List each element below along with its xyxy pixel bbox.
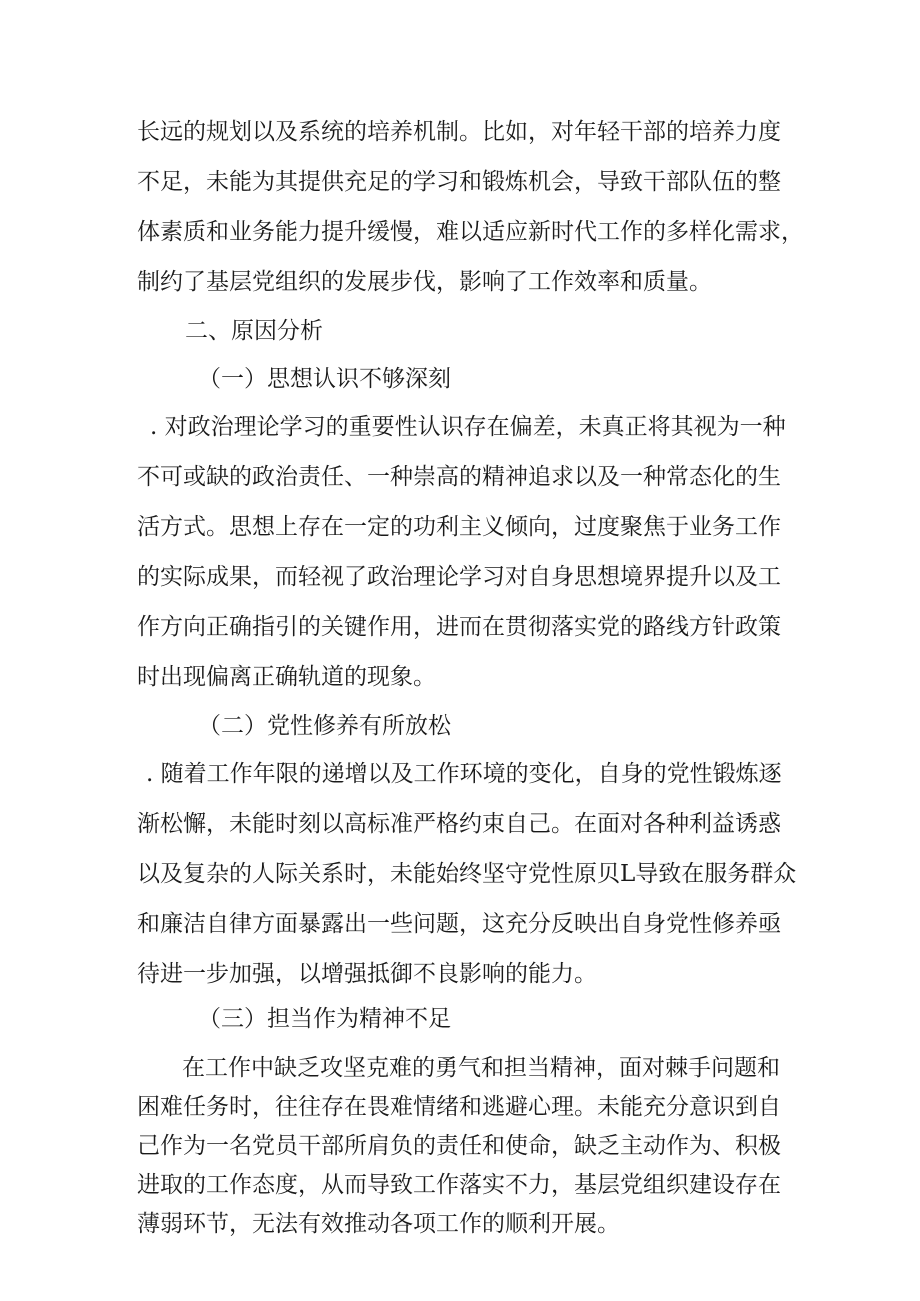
- subsection-2-line-5: 待进一步加强，以增强抵御不良影响的能力。: [137, 961, 597, 987]
- intro-line-3: 体素质和业务能力提升缓慢，难以适应新时代工作的多样化需求，: [137, 219, 804, 245]
- subsection-1-line-1: . 对政治理论学习的重要性认识存在偏差，未真正将其视为一种: [150, 414, 786, 440]
- subsection-3-line-4: 进取的工作态度，从而导致工作落实不力，基层党组织建设存在: [137, 1172, 781, 1198]
- subsection-3-line-2: 困难任务时，往往存在畏难情绪和逃避心理。未能充分意识到自: [137, 1094, 781, 1120]
- intro-line-2: 不足，未能为其提供充足的学习和锻炼机会，导致干部队伍的整: [137, 169, 781, 195]
- subsection-3-line-1: 在工作中缺乏攻坚克难的勇气和担当精神，面对棘手问题和: [182, 1055, 780, 1081]
- subsection-3-heading: （三）担当作为精神不足: [198, 1006, 451, 1032]
- subsection-3-line-3: 己作为一名党员干部所肩负的责任和使命，缺乏主动作为、积极: [137, 1133, 781, 1159]
- subsection-3-line-5: 薄弱环节，无法有效推动各项工作的顺利开展。: [137, 1211, 620, 1237]
- intro-line-1: 长远的规划以及系统的培养机制。比如，对年轻干部的培养力度: [137, 119, 781, 145]
- intro-line-4: 制约了基层党组织的发展步伐，影响了工作效率和质量。: [137, 269, 712, 295]
- subsection-1-heading: （一）思想认识不够深刻: [198, 366, 451, 392]
- subsection-1-line-6: 时出现偏离正确轨道的现象。: [137, 664, 436, 690]
- subsection-1-line-4: 的实际成果，而轻视了政治理论学习对自身思想境界提升以及工: [137, 564, 781, 590]
- subsection-2-line-3: 以及复杂的人际关系时，未能始终坚守党性原贝L导致在服务群众: [137, 861, 797, 887]
- subsection-2-heading: （二）党性修养有所放松: [198, 713, 451, 739]
- subsection-1-line-5: 作方向正确指引的关键作用，进而在贯彻落实党的路线方针政策: [137, 614, 781, 640]
- subsection-2-line-4: 和廉洁自律方面暴露出一些问题，这充分反映出自身党性修养亟: [137, 911, 781, 937]
- subsection-2-line-1: . 随着工作年限的递增以及工作环境的变化，自身的党性锻炼逐: [146, 761, 782, 787]
- subsection-1-line-2: 不可或缺的政治责任、一种崇高的精神追求以及一种常态化的生: [137, 464, 781, 490]
- subsection-2-line-2: 渐松懈，未能时刻以高标准严格约束自己。在面对各种利益诱惑: [137, 811, 781, 837]
- subsection-1-line-3: 活方式。思想上存在一定的功利主义倾向，过度聚焦于业务工作: [137, 514, 781, 540]
- section-heading: 二、原因分析: [185, 318, 323, 344]
